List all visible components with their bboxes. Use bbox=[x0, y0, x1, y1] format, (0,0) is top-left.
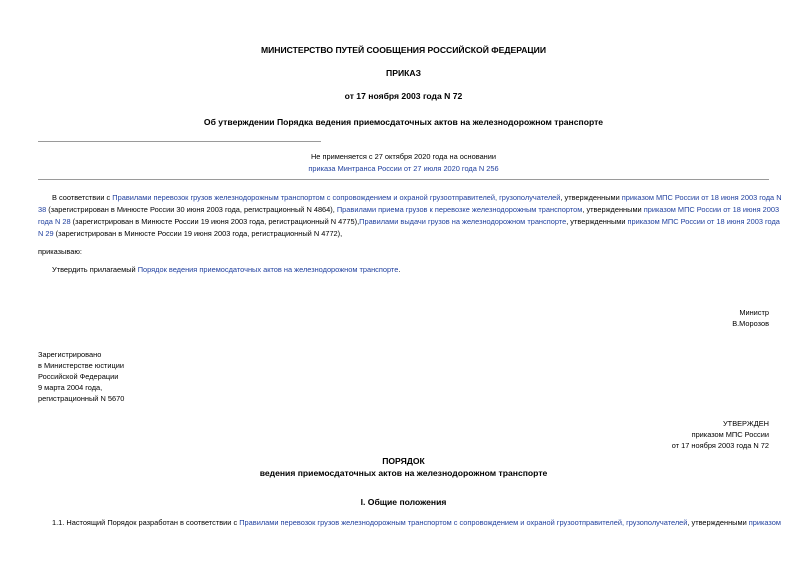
approved-line-3: от 17 ноября 2003 года N 72 bbox=[671, 441, 769, 450]
procedure-subtitle: ведения приемосдаточных актов на железнодорожном транспорте bbox=[259, 468, 548, 478]
approved-line-2: приказом МПС России bbox=[691, 430, 769, 439]
item-order-link[interactable]: приказом bbox=[748, 518, 781, 527]
ministry-heading: МИНИСТЕРСТВО ПУТЕЙ СООБЩЕНИЯ РОССИЙСКОЙ ФЕДЕРАЦИИ bbox=[260, 45, 547, 55]
date-number-heading: от 17 ноября 2003 года N 72 bbox=[344, 91, 463, 101]
order-n38-link[interactable]: приказом МПС России от 18 июня 2003 года N bbox=[621, 193, 782, 202]
order-n28-link[interactable]: приказом МПС России от 18 июня 2003 bbox=[643, 205, 780, 214]
approve-line: Утвердить прилагаемый Порядок ведения приемосдаточных актов на железнодорожном транспорте. bbox=[52, 265, 401, 274]
signature-name: В.Морозов bbox=[732, 319, 769, 328]
order-n28-link-cont[interactable]: года N 28 bbox=[38, 217, 71, 226]
section-heading: I. Общие положения bbox=[360, 497, 447, 507]
procedure-title: ПОРЯДОК bbox=[382, 456, 425, 466]
preamble-line-1: В соответствии с Правилами перевозок грузов железнодорожным транспортом с сопровождением и охраной грузоотправителей, грузополучателей, утвержденными приказом МПС России от 18 июня 2003 года N bbox=[52, 193, 782, 202]
registration-line-3: Российской Федерации bbox=[38, 372, 119, 381]
preamble-line-2: 38 (зарегистрирован в Минюсте России 30 июня 2003 года, регистрационный N 4864), Правилами приема грузов к перевозке железнодорожным транспортом, утвержденными приказом МПС России от 18 июня 2003 bbox=[38, 205, 780, 214]
order-n38-link-cont[interactable]: 38 bbox=[38, 205, 47, 214]
signature-position: Министр bbox=[739, 308, 769, 317]
item-1-1: 1.1. Настоящий Порядок разработан в соответствии с Правилами перевозок грузов железнодорожным транспортом с сопровождением и охраной грузоотправителей, грузополучателей, утвержденными приказом bbox=[52, 518, 781, 527]
document-title: Об утверждении Порядка ведения приемосдаточных актов на железнодорожном транспорте bbox=[203, 117, 604, 127]
doc-type-heading: ПРИКАЗ bbox=[386, 68, 421, 78]
status-note: Не применяется с 27 октября 2020 года на основании bbox=[310, 152, 497, 161]
status-bottom-rule bbox=[38, 179, 769, 180]
status-note-link-row bbox=[0, 164, 807, 173]
approved-line-1: УТВЕРЖДЕН bbox=[722, 419, 769, 428]
order-word: приказываю: bbox=[38, 247, 82, 256]
preamble-line-4: N 29 (зарегистрирован в Минюсте России 19 июня 2003 года, регистрационный N 4772), bbox=[38, 229, 343, 238]
order-n29-link[interactable]: приказом МПС России от 18 июня 2003 года bbox=[627, 217, 780, 226]
preamble-line-3: года N 28 (зарегистрирован в Минюсте России 19 июня 2003 года, регистрационный N 4775),Правилами выдачи грузов на железнодорожном транспорте, утвержденными приказом МПС России от 18 июня 2003 года bbox=[38, 217, 780, 226]
item-rules-link[interactable]: Правилами перевозок грузов железнодорожным транспортом с сопровождением и охраной грузоотправителей, грузополучателей bbox=[239, 518, 688, 527]
registration-line-1: Зарегистрировано bbox=[38, 350, 102, 359]
registration-line-5: регистрационный N 5670 bbox=[38, 394, 125, 403]
status-top-rule bbox=[38, 141, 321, 142]
procedure-link[interactable]: Порядок ведения приемосдаточных актов на железнодорожном транспорте bbox=[137, 265, 399, 274]
registration-line-4: 9 марта 2004 года, bbox=[38, 383, 103, 392]
status-note-link[interactable]: приказа Минтранса России от 27 июля 2020 года N 256 bbox=[308, 164, 499, 173]
order-n29-link-cont[interactable]: N 29 bbox=[38, 229, 54, 238]
registration-line-2: в Министерстве юстиции bbox=[38, 361, 125, 370]
rules-acceptance-link[interactable]: Правилами приема грузов к перевозке железнодорожным транспортом bbox=[336, 205, 583, 214]
rules-transport-escort-link[interactable]: Правилами перевозок грузов железнодорожным транспортом с сопровождением и охраной грузоотправителей, грузополучателей bbox=[112, 193, 561, 202]
rules-delivery-link[interactable]: Правилами выдачи грузов на железнодорожном транспорте bbox=[359, 217, 567, 226]
